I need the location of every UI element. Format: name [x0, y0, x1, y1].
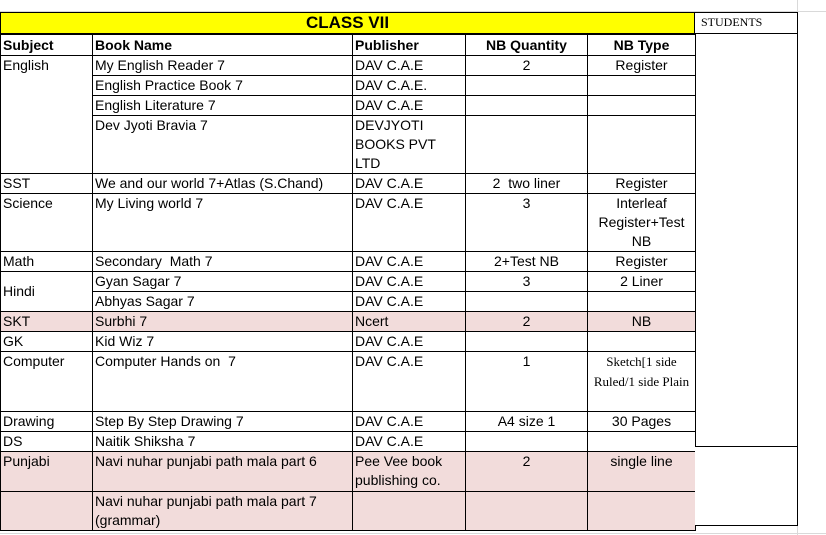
- type-cell[interactable]: [588, 116, 696, 174]
- book-cell[interactable]: Computer Hands on 7: [93, 352, 353, 412]
- qty-cell[interactable]: 2 two liner: [466, 174, 588, 194]
- type-cell[interactable]: [588, 492, 696, 531]
- subject-cell[interactable]: Drawing: [1, 412, 93, 432]
- students-empty-cell[interactable]: [695, 447, 798, 526]
- table-row: [1, 194, 696, 252]
- book-cell[interactable]: Kid Wiz 7: [93, 332, 353, 352]
- students-header-cell[interactable]: STUDENTS: [695, 12, 798, 34]
- table-row: [1, 252, 696, 272]
- qty-cell[interactable]: [466, 76, 588, 96]
- book-cell[interactable]: English Practice Book 7: [93, 76, 353, 96]
- publisher-cell[interactable]: DAV C.A.E: [353, 272, 466, 292]
- qty-cell[interactable]: [466, 432, 588, 452]
- type-cell[interactable]: Sketch[1 side Ruled/1 side Plain: [588, 352, 696, 412]
- type-cell[interactable]: 30 Pages: [588, 412, 696, 432]
- publisher-cell[interactable]: DAV C.A.E: [353, 96, 466, 116]
- qty-cell[interactable]: 1: [466, 352, 588, 412]
- gridline: [0, 533, 826, 534]
- subject-cell[interactable]: [1, 492, 93, 531]
- type-cell[interactable]: single line: [588, 452, 696, 492]
- publisher-cell[interactable]: DEVJYOTI BOOKS PVT LTD: [353, 116, 466, 174]
- type-cell[interactable]: Register: [588, 174, 696, 194]
- book-cell[interactable]: My English Reader 7: [93, 56, 353, 76]
- table-row: [1, 116, 696, 174]
- table-row: [1, 352, 696, 412]
- table-row: [1, 272, 696, 292]
- subject-cell[interactable]: SST: [1, 174, 93, 194]
- subject-cell[interactable]: SKT: [1, 312, 93, 332]
- table-row: [1, 412, 696, 432]
- book-cell[interactable]: Navi nuhar punjabi path mala part 6: [93, 452, 353, 492]
- students-column[interactable]: [695, 34, 798, 447]
- table-row: [1, 174, 696, 194]
- type-cell[interactable]: NB: [588, 312, 696, 332]
- qty-cell[interactable]: A4 size 1: [466, 412, 588, 432]
- qty-cell[interactable]: [466, 332, 588, 352]
- table-row: [1, 56, 696, 76]
- qty-cell[interactable]: 2: [466, 312, 588, 332]
- book-cell[interactable]: Naitik Shiksha 7: [93, 432, 353, 452]
- table-row: [1, 492, 696, 531]
- qty-cell[interactable]: [466, 116, 588, 174]
- book-cell[interactable]: Dev Jyoti Bravia 7: [93, 116, 353, 174]
- qty-cell[interactable]: [466, 96, 588, 116]
- book-cell[interactable]: Abhyas Sagar 7: [93, 292, 353, 312]
- type-cell[interactable]: Register: [588, 56, 696, 76]
- header-subject[interactable]: Subject: [1, 35, 93, 56]
- table-row: [1, 96, 696, 116]
- publisher-cell[interactable]: DAV C.A.E: [353, 194, 466, 252]
- qty-cell[interactable]: 2: [466, 452, 588, 492]
- book-cell[interactable]: Step By Step Drawing 7: [93, 412, 353, 432]
- qty-cell[interactable]: [466, 292, 588, 312]
- publisher-cell[interactable]: [353, 492, 466, 531]
- qty-cell[interactable]: 2+Test NB: [466, 252, 588, 272]
- subject-cell[interactable]: Computer: [1, 352, 93, 412]
- subject-cell[interactable]: Science: [1, 194, 93, 252]
- table-row: [1, 312, 696, 332]
- header-publisher[interactable]: Publisher: [353, 35, 466, 56]
- publisher-cell[interactable]: DAV C.A.E: [353, 292, 466, 312]
- publisher-cell[interactable]: DAV C.A.E: [353, 412, 466, 432]
- type-cell[interactable]: [588, 332, 696, 352]
- book-cell[interactable]: Surbhi 7: [93, 312, 353, 332]
- publisher-cell[interactable]: DAV C.A.E: [353, 432, 466, 452]
- header-nb-quantity[interactable]: NB Quantity: [466, 35, 588, 56]
- qty-cell[interactable]: 3: [466, 194, 588, 252]
- book-cell[interactable]: My Living world 7: [93, 194, 353, 252]
- publisher-cell[interactable]: Ncert: [353, 312, 466, 332]
- publisher-cell[interactable]: DAV C.A.E.: [353, 76, 466, 96]
- book-cell[interactable]: Gyan Sagar 7: [93, 272, 353, 292]
- table-row: [1, 432, 696, 452]
- type-cell[interactable]: [588, 76, 696, 96]
- publisher-cell[interactable]: DAV C.A.E: [353, 352, 466, 412]
- table-row: [1, 292, 696, 312]
- header-book-name[interactable]: Book Name: [93, 35, 353, 56]
- type-cell[interactable]: [588, 432, 696, 452]
- publisher-cell[interactable]: DAV C.A.E: [353, 332, 466, 352]
- subject-cell[interactable]: Punjabi: [1, 452, 93, 492]
- class-title-cell[interactable]: CLASS VII: [0, 12, 695, 34]
- book-cell[interactable]: Navi nuhar punjabi path mala part 7 (grammar): [93, 492, 353, 531]
- table-row: [1, 76, 696, 96]
- table-row: [1, 452, 696, 492]
- subject-cell[interactable]: Math: [1, 252, 93, 272]
- type-cell[interactable]: Register: [588, 252, 696, 272]
- subject-cell[interactable]: Hindi: [1, 272, 93, 312]
- type-cell[interactable]: Interleaf Register+Test NB: [588, 194, 696, 252]
- book-cell[interactable]: Secondary Math 7: [93, 252, 353, 272]
- subject-cell[interactable]: GK: [1, 332, 93, 352]
- type-cell[interactable]: [588, 292, 696, 312]
- publisher-cell[interactable]: DAV C.A.E: [353, 252, 466, 272]
- header-row: [1, 35, 696, 56]
- publisher-cell[interactable]: Pee Vee book publishing co.: [353, 452, 466, 492]
- qty-cell[interactable]: 3: [466, 272, 588, 292]
- qty-cell[interactable]: [466, 492, 588, 531]
- subject-cell[interactable]: DS: [1, 432, 93, 452]
- book-list-table: [0, 34, 696, 531]
- type-cell[interactable]: 2 Liner: [588, 272, 696, 292]
- subject-cell[interactable]: English: [1, 56, 93, 174]
- book-cell[interactable]: We and our world 7+Atlas (S.Chand): [93, 174, 353, 194]
- book-cell[interactable]: English Literature 7: [93, 96, 353, 116]
- table-row: [1, 332, 696, 352]
- publisher-cell[interactable]: DAV C.A.E: [353, 56, 466, 76]
- qty-cell[interactable]: 2: [466, 56, 588, 76]
- publisher-cell[interactable]: DAV C.A.E: [353, 174, 466, 194]
- header-nb-type[interactable]: NB Type: [588, 35, 696, 56]
- type-cell[interactable]: [588, 96, 696, 116]
